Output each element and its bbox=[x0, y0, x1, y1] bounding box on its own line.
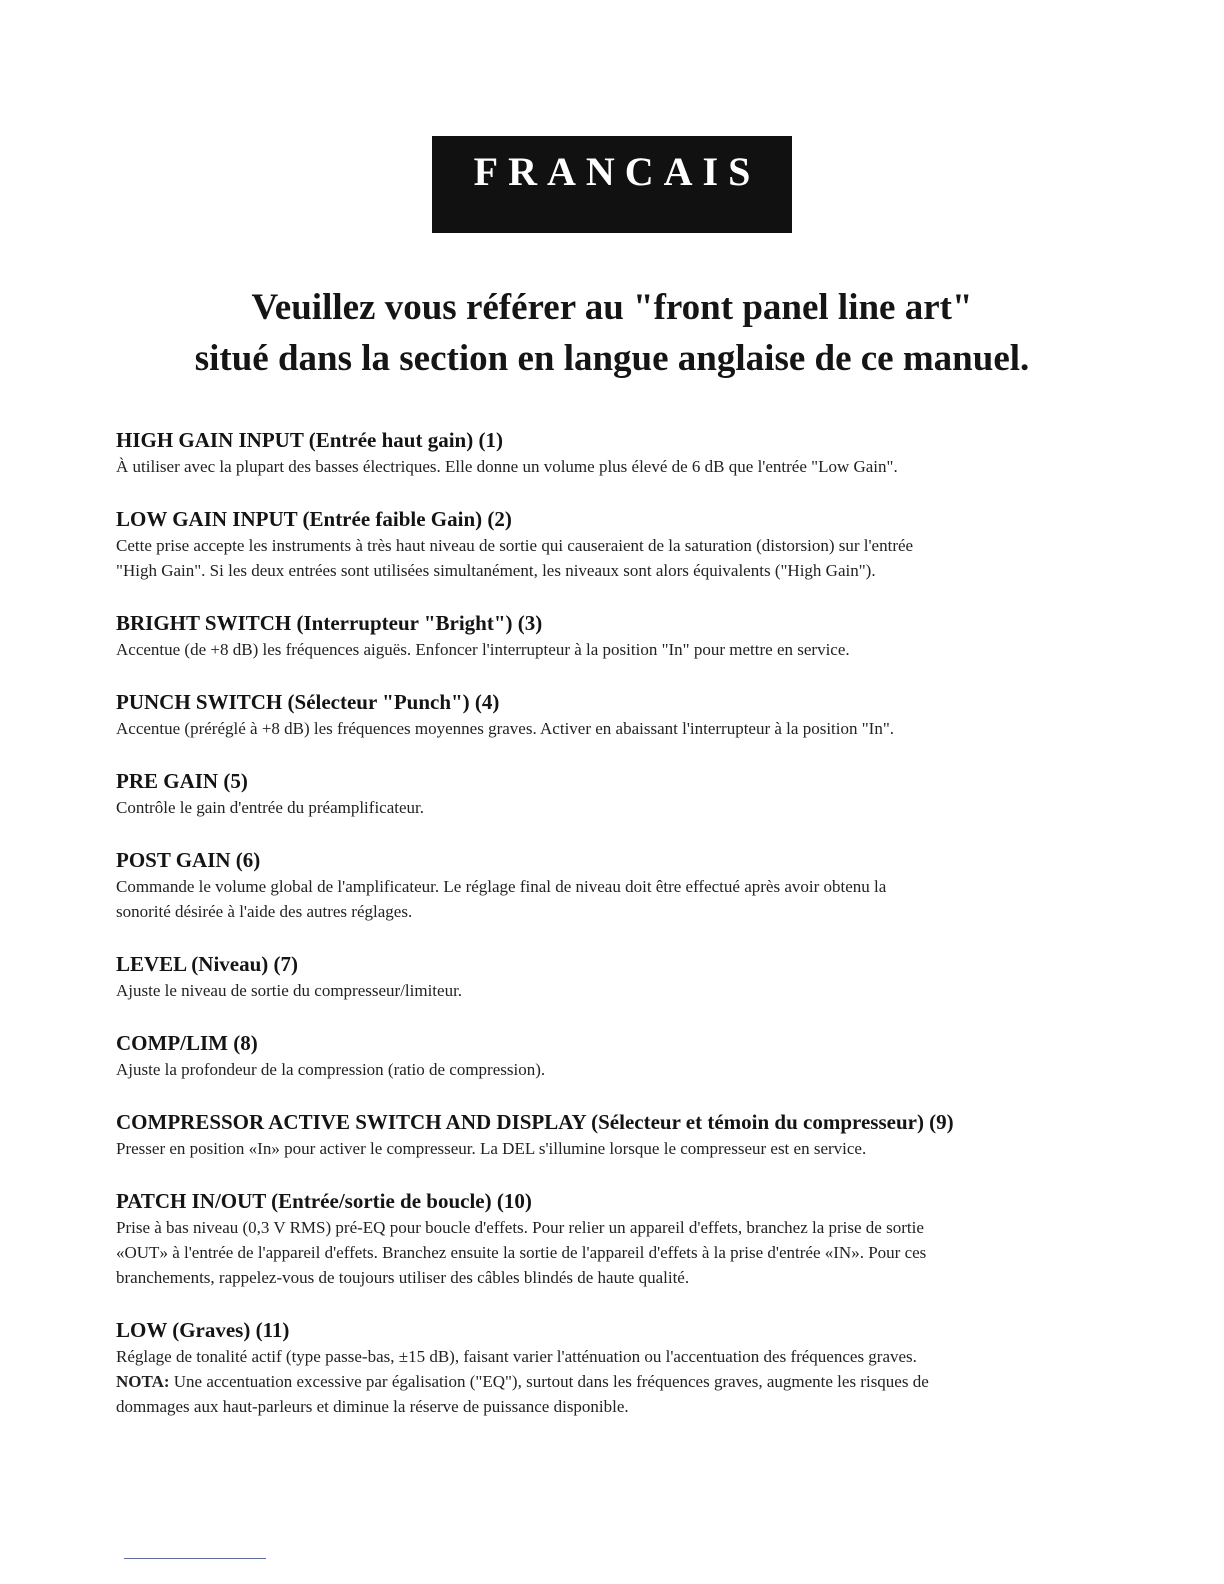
section-bright-switch bbox=[116, 609, 1126, 662]
section-body bbox=[116, 454, 1126, 479]
body-line: À utiliser avec la plupart des basses électriques. Elle donne un volume plus élevé de 6 dB que l'entrée "Low Gain". bbox=[116, 457, 898, 476]
body-line: Commande le volume global de l'amplificateur. Le réglage final de niveau doit être effectué après avoir obtenu la bbox=[116, 877, 887, 896]
headline-line-2: situé dans la section en langue anglaise de ce manuel. bbox=[194, 338, 1030, 379]
section-body bbox=[116, 1136, 1126, 1161]
section-heading: PRE GAIN (5) bbox=[116, 769, 248, 793]
section-heading: PUNCH SWITCH (Sélecteur "Punch") (4) bbox=[116, 690, 500, 714]
body-line: Prise à bas niveau (0,3 V RMS) pré-EQ pour boucle d'effets. Pour relier un appareil d'effets, branchez la prise de sortie bbox=[116, 1218, 924, 1237]
section-low bbox=[116, 1316, 1126, 1419]
body-line: «OUT» à l'entrée de l'appareil d'effets. Branchez ensuite la sortie de l'appareil d'effets à la prise d'entrée «IN». Pour ces bbox=[116, 1243, 927, 1262]
body-line: Accentue (préréglé à +8 dB) les fréquences moyennes graves. Activer en abaissant l'interrupteur à la position "In". bbox=[116, 719, 895, 738]
section-level bbox=[116, 950, 1126, 1003]
control-descriptions bbox=[116, 426, 1126, 1419]
section-body bbox=[116, 978, 1126, 1003]
body-line: Contrôle le gain d'entrée du préamplificateur. bbox=[116, 798, 425, 817]
body-line: "High Gain". Si les deux entrées sont utilisées simultanément, les niveaux sont alors équivalents ("High Gain"). bbox=[116, 561, 876, 580]
section-body bbox=[116, 1215, 1126, 1290]
section-heading: PATCH IN/OUT (Entrée/sortie de boucle) (10) bbox=[116, 1189, 532, 1213]
section-post-gain bbox=[116, 846, 1126, 924]
section-pre-gain bbox=[116, 767, 1126, 820]
section-high-gain-input bbox=[116, 426, 1126, 479]
section-heading: BRIGHT SWITCH (Interrupteur "Bright") (3) bbox=[116, 611, 543, 635]
section-comp-lim bbox=[116, 1029, 1126, 1082]
nota-line bbox=[116, 1369, 1126, 1394]
section-heading: POST GAIN (6) bbox=[116, 848, 261, 872]
section-heading: LEVEL (Niveau) (7) bbox=[116, 952, 299, 976]
nota-text: Une accentuation excessive par égalisation ("EQ"), surtout dans les fréquences graves, augmente les risques de bbox=[169, 1372, 929, 1391]
section-heading: COMP/LIM (8) bbox=[116, 1031, 258, 1055]
section-heading: LOW (Graves) (11) bbox=[116, 1318, 290, 1342]
body-line: Cette prise accepte les instruments à très haut niveau de sortie qui causeraient de la saturation (distorsion) sur l'entrée bbox=[116, 536, 914, 555]
body-line: Presser en position «In» pour activer le compresseur. La DEL s'illumine lorsque le compresseur est en service. bbox=[116, 1139, 867, 1158]
section-body bbox=[116, 1057, 1126, 1082]
body-line: dommages aux haut-parleurs et diminue la réserve de puissance disponible. bbox=[116, 1397, 629, 1416]
section-body bbox=[116, 1344, 1126, 1419]
section-body bbox=[116, 874, 1126, 924]
body-line: sonorité désirée à l'aide des autres réglages. bbox=[116, 902, 413, 921]
language-banner bbox=[432, 136, 792, 233]
body-line: Réglage de tonalité actif (type passe-bas, ±15 dB), faisant varier l'atténuation ou l'accentuation des fréquences graves. bbox=[116, 1347, 917, 1366]
section-body bbox=[116, 533, 1126, 583]
section-punch-switch bbox=[116, 688, 1126, 741]
body-line: Accentue (de +8 dB) les fréquences aiguës. Enfoncer l'interrupteur à la position "In" pour mettre en service. bbox=[116, 640, 850, 659]
banner-title: FRANCAIS bbox=[473, 149, 761, 194]
section-body bbox=[116, 716, 1126, 741]
section-body bbox=[116, 795, 1126, 820]
footer-rule bbox=[124, 1558, 266, 1559]
section-heading: HIGH GAIN INPUT (Entrée haut gain) (1) bbox=[116, 428, 503, 452]
section-compressor-active-switch bbox=[116, 1108, 1126, 1161]
section-body bbox=[116, 637, 1126, 662]
section-heading: COMPRESSOR ACTIVE SWITCH AND DISPLAY (Sélecteur et témoin du compresseur) (9) bbox=[116, 1110, 954, 1134]
body-line: Ajuste la profondeur de la compression (ratio de compression). bbox=[116, 1060, 546, 1079]
body-line: Ajuste le niveau de sortie du compresseur/limiteur. bbox=[116, 981, 463, 1000]
page-headline bbox=[0, 282, 1224, 384]
body-line: branchements, rappelez-vous de toujours utiliser des câbles blindés de haute qualité. bbox=[116, 1268, 690, 1287]
section-low-gain-input bbox=[116, 505, 1126, 583]
headline-line-1: Veuillez vous référer au "front panel line art" bbox=[251, 287, 973, 328]
section-patch-in-out bbox=[116, 1187, 1126, 1290]
section-heading: LOW GAIN INPUT (Entrée faible Gain) (2) bbox=[116, 507, 512, 531]
nota-label: NOTA: bbox=[116, 1372, 170, 1391]
